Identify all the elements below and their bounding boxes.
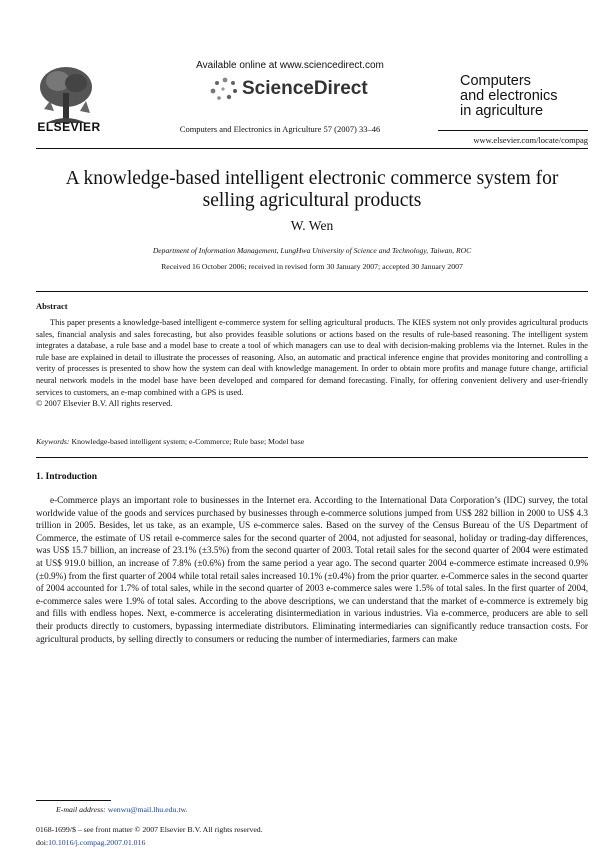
header-divider [36, 148, 588, 149]
publisher-name: ELSEVIER [37, 120, 101, 134]
introduction-paragraph: e-Commerce plays an important role to businesses in the Internet era. According to the International Data Corporation’s (IDC) survey, the total worldwide value of the goods and services purchased by businesses through e-commerce solutions jumped from US$ 282 billion in 2000 to US$ 4.3 trillion in 2005. Besides, let us take, as an example, US e-commerce sales. Based on the survey of the Census Bureau of the US Department of Commerce, the estimate of US retail e-commerce sales for the second quarter of 2004, not adjusted for seasonal, holiday or trading-day differences, was US$ 15.7 billion, an increase of 23.1% (±3.5%) from the second quarter of 2003. Total retail sales for the second quarter of 2004 were estimated at US$ 919.0 billion, an increase of 7.8% (±0.6%) from the same period a year ago. The second quarter 2004 e-commerce estimate increased 0.9% (±0.9%) from the first quarter of 2004 while total retail sales increased 10.1% (±0.4%) from the prior quarter. e-Commerce sales in the second quarter of 2004 accounted for 1.7% of total sales, while in the second quarter of 2003 e-commerce sales were 1.5% of total sales. In the first quarter of 2004, e-commerce sales were 1.9% of total sales. According to the above descriptions, we can understand that the market of e-commerce is extremely big and fills with endless hopes. Next, e-commerce is accelerating disintermediation in various industries. Via e-commerce, producers are able to sell their products directly to customers, bypassing intermediate distributors. Eliminating intermediaries can significantly reduce transaction costs. For agricultural products, by selling directly to consumers or reducing the number of intermediaries, farmers can make [36, 495, 588, 644]
keywords-label: Keywords: [36, 437, 70, 446]
article-title [36, 168, 588, 212]
journal-title-line-1: Computers [460, 73, 531, 89]
article-author: W. Wen [290, 218, 334, 233]
journal-citation: Computers and Electronics in Agriculture 57 (2007) 33–46 [179, 124, 381, 134]
abstract-top-divider [36, 291, 588, 292]
journal-url[interactable]: www.elsevier.com/locate/compag [473, 135, 588, 145]
keywords-list: Knowledge-based intelligent system; e-Commerce; Rule base; Model base [71, 437, 305, 446]
available-online-text[interactable]: Available online at www.sciencedirect.com [196, 60, 384, 71]
abstract-body [36, 317, 588, 410]
section-heading-introduction: 1. Introduction [36, 472, 98, 482]
abstract-copyright: © 2007 Elsevier B.V. All rights reserved. [36, 399, 173, 409]
issn-line: 0168-1699/$ – see front matter © 2007 Elsevier B.V. All rights reserved. [36, 825, 263, 834]
doi-label: doi: [36, 838, 49, 847]
article-title-line-2: selling agricultural products [202, 190, 422, 211]
journal-title [460, 74, 558, 119]
journal-title-line-3: in agriculture [460, 103, 544, 119]
email-label: E-mail address: [56, 805, 106, 814]
doi-link[interactable]: 10.1016/j.compag.2007.01.016 [48, 838, 146, 847]
email-link[interactable]: wenwu@mail.lhu.edu.tw. [107, 805, 188, 814]
journal-title-line-2: and electronics [460, 88, 558, 104]
abstract-text: This paper presents a knowledge-based intelligent e-commerce system for selling agricultural products. The KIES system not only provides agricultural products sales, financial analysis and sales forecasting, but also provides feasible solutions or actions based on the results of rule-based reasoning. The intelligent system integrates a database, a rule base and a model base to create a tool of which managers can use to deal with decision-making problems via the Internet. Rules in the rule base are explained in detail to illustrate the processes of reasoning. Also, an automatic and practical inference engine that provides monitoring and controlling a verity of processes is presented to show how the system can deal with knowledge management. In order to obtain more profits and manage future change, artificial neural network models in the model base have been developed and compared for demand forecasting. Finally, for offering convenient delivery and user-friendly services to customers, an e-map combined with a GPS is used. [36, 318, 588, 397]
received-dates: Received 16 October 2006; received in revised form 30 January 2007; accepted 30 January 2007 [161, 262, 463, 271]
footnote-email [56, 805, 188, 814]
abstract-bottom-divider [36, 457, 588, 458]
keywords-line [36, 437, 588, 446]
footnote-divider [36, 800, 111, 801]
abstract-heading: Abstract [36, 301, 68, 311]
doi-line [36, 838, 145, 847]
sciencedirect-logo-text: ScienceDirect [242, 78, 368, 99]
author-affiliation: Department of Information Management, LungHwa University of Science and Technology, Taiwan, ROC [152, 246, 472, 255]
article-title-line-1: A knowledge-based intelligent electronic commerce system for [65, 168, 559, 189]
